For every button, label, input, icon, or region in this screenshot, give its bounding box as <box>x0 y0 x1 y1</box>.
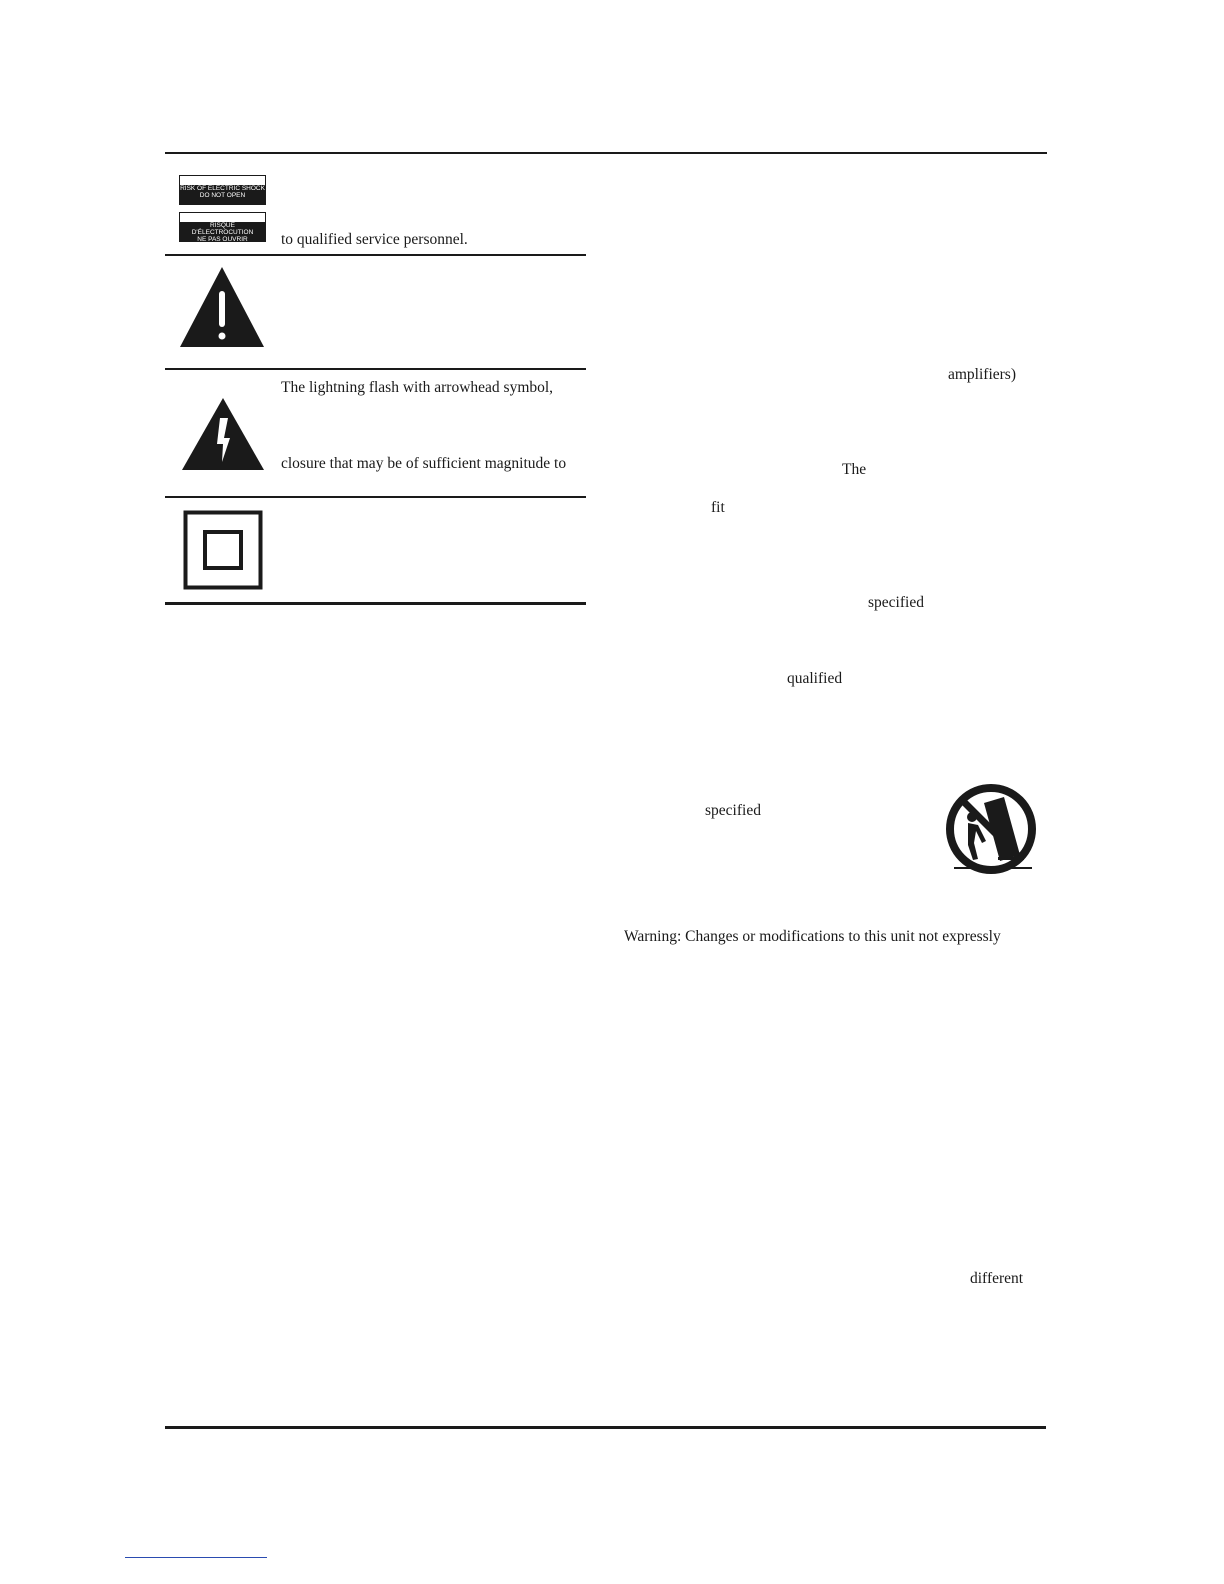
lightning-triangle-icon <box>180 396 266 472</box>
right-word-the: The <box>842 461 867 478</box>
top-rule <box>165 152 1047 154</box>
right-word-specified-2: specified <box>705 802 761 819</box>
right-word-qualified: qualified <box>787 670 843 687</box>
fcc-warning-text: Warning: Changes or modifications to this unit not expressly <box>624 928 1001 945</box>
right-word-specified-1: specified <box>868 594 924 611</box>
right-word-amplifiers: amplifiers) <box>948 366 1017 383</box>
shock-warning-label-fr: RISQUE D'ÉLECTROCUTION NE PAS OUVRIR <box>179 212 266 242</box>
no-cart-tipping-icon <box>942 781 1040 877</box>
double-square-icon <box>183 510 263 590</box>
bottom-rule <box>165 1426 1046 1429</box>
right-word-fit: fit <box>711 499 725 516</box>
row-divider-3 <box>165 496 586 498</box>
row-divider-2 <box>165 368 586 370</box>
row1-text: to qualified service personnel. <box>281 231 468 248</box>
row3-text-top: The lightning flash with arrowhead symbol, <box>281 379 554 396</box>
row-divider-1 <box>165 254 586 256</box>
shock-warning-label-en: RISK OF ELECTRIC SHOCK DO NOT OPEN <box>179 175 266 205</box>
footer-link-underline[interactable] <box>125 1557 267 1558</box>
row3-text-bottom: closure that may be of sufficient magnitude to <box>281 455 567 472</box>
row-divider-4 <box>165 602 586 605</box>
exclamation-triangle-icon <box>178 265 266 349</box>
right-word-different: different <box>970 1270 1024 1287</box>
